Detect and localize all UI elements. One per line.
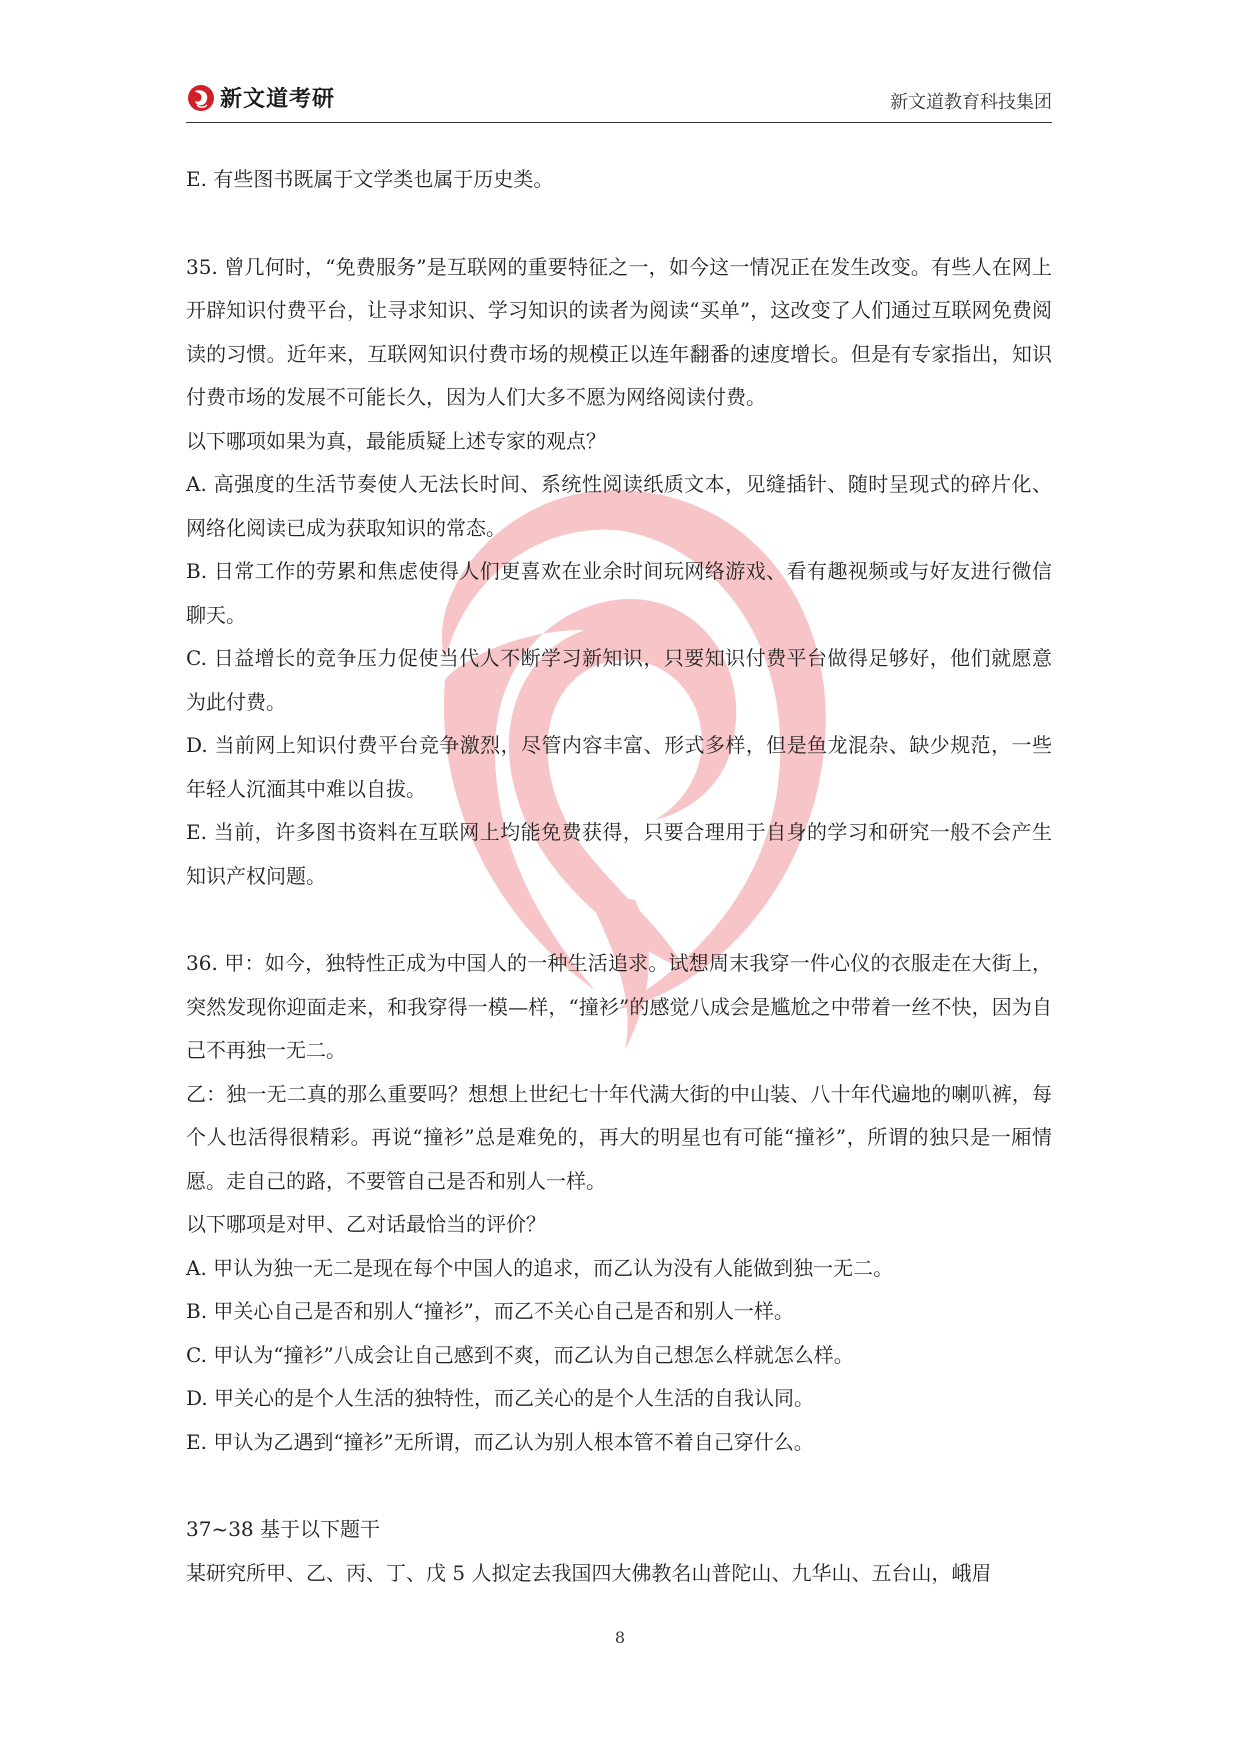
q34-option-e: E. 有些图书既属于文学类也属于历史类。 bbox=[186, 167, 554, 191]
q35-option-b: B. 日常工作的劳累和焦虑使得人们更喜欢在业余时间玩网络游戏、看有趣视频或与好友进行微信聊天。 bbox=[186, 559, 1052, 627]
q35-option-c: C. 日益增长的竞争压力促使当代人不断学习新知识，只要知识付费平台做得足够好，他们就愿意为此付费。 bbox=[186, 646, 1052, 714]
q36-option-b: B. 甲关心自己是否和别人“撞衫”，而乙不关心自己是否和别人一样。 bbox=[186, 1299, 794, 1323]
q35-question: 以下哪项如果为真，最能质疑上述专家的观点？ bbox=[186, 428, 606, 453]
document-body bbox=[186, 158, 1052, 1595]
q37-38-heading: 37~38 基于以下题干 bbox=[186, 1517, 381, 1541]
q36-stem-a: 36. 甲：如今，独特性正成为中国人的一种生活追求。试想周末我穿一件心仪的衣服走在大街上，突然发现你迎面走来，和我穿得一模—样，“撞衫”的感觉八成会是尴尬之中带着一丝不快，因为自己不再独一无二。 bbox=[186, 951, 1052, 1062]
q36-option-e: E. 甲认为乙遇到“撞衫”无所谓，而乙认为别人根本管不着自己穿什么。 bbox=[186, 1429, 814, 1454]
q35-option-d: D. 当前网上知识付费平台竞争激烈，尽管内容丰富、形式多样，但是鱼龙混杂、缺少规范，一些年轻人沉湎其中难以自拔。 bbox=[186, 733, 1052, 801]
page-header bbox=[186, 72, 1052, 123]
q36-option-d: D. 甲关心的是个人生活的独特性，而乙关心的是个人生活的自我认同。 bbox=[186, 1386, 815, 1410]
q35-option-a: A. 高强度的生活节奏使人无法长时间、系统性阅读纸质文本，见缝插针、随时呈现式的碎片化、网络化阅读已成为获取知识的常态。 bbox=[186, 472, 1052, 540]
brand-logo bbox=[186, 82, 335, 113]
q35-option-e: E. 当前，许多图书资料在互联网上均能免费获得，只要合理用于自身的学习和研究一般不会产生知识产权问题。 bbox=[186, 820, 1052, 888]
brand-name: 新文道考研 bbox=[220, 87, 336, 112]
q37-38-stem: 某研究所甲、乙、丙、丁、戊 5 人拟定去我国四大佛教名山普陀山、九华山、五台山，峨眉 bbox=[186, 1560, 992, 1585]
q36-stem-b: 乙：独一无二真的那么重要吗？想想上世纪七十年代满大街的中山装、八十年代遍地的喇叭裤，每个人也活得很精彩。再说“撞衫”总是难免的，再大的明星也有可能“撞衫”，所谓的独只是一厢情愿。走自己的路，不要管自己是否和别人一样。 bbox=[186, 1081, 1052, 1193]
organization-name: 新文道教育科技集团 bbox=[890, 92, 1052, 113]
phoenix-logo-icon bbox=[186, 83, 216, 113]
page-number: 8 bbox=[614, 1628, 626, 1647]
q36-option-a: A. 甲认为独一无二是现在每个中国人的追求，而乙认为没有人能做到独一无二。 bbox=[186, 1255, 894, 1280]
q36-option-c: C. 甲认为“撞衫”八成会让自己感到不爽，而乙认为自己想怎么样就怎么样。 bbox=[186, 1342, 854, 1367]
q35-stem: 35. 曾几何时，“免费服务”是互联网的重要特征之一，如今这一情况正在发生改变。有些人在网上开辟知识付费平台，让寻求知识、学习知识的读者为阅读“买单”，这改变了人们通过互联网免费阅读的习惯。近年来，互联网知识付费市场的规模正以连年翻番的速度增长。但是有专家指出，知识付费市场的发展不可能长久，因为人们大多不愿为网络阅读付费。 bbox=[186, 254, 1052, 409]
q36-question: 以下哪项是对甲、乙对话最恰当的评价？ bbox=[186, 1212, 546, 1236]
